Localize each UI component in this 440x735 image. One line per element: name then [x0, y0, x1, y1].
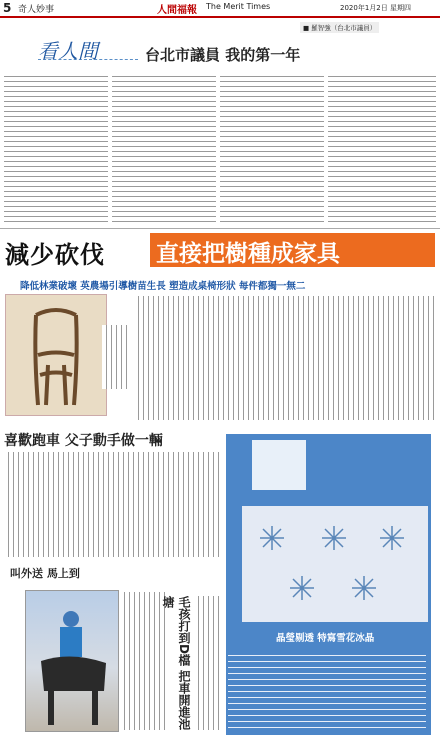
masthead: [0, 0, 440, 18]
issue-date: 2020年1月2日 星期四: [340, 4, 411, 12]
divider: [0, 228, 440, 229]
feature-headline: [0, 233, 440, 273]
story4-text: [194, 596, 222, 730]
newspaper-english-name: The Merit Times: [206, 2, 271, 11]
feature-headline-right: 直接把樹種成家具: [156, 241, 340, 267]
grown-chair-illustration: [6, 295, 106, 415]
story3-text: [120, 592, 168, 730]
column-banner-text: 看人間: [38, 39, 98, 63]
column-text-3: [220, 72, 324, 222]
story-headline: 喜歡跑車 父子動手做一輛: [4, 433, 163, 449]
snowflake-headline: 晶瑩剔透 特寫雪花冰晶: [276, 633, 375, 644]
feature-text: [134, 296, 434, 420]
feature-headline-left: 減少砍伐: [5, 241, 105, 269]
feature-headline-highlight: [150, 233, 435, 267]
chair-caption: [102, 325, 130, 389]
column-banner: [38, 35, 138, 63]
story3-headline: 叫外送 馬上到: [10, 567, 80, 580]
page-number: 5: [3, 1, 12, 15]
horse-rider-photo: [25, 590, 119, 732]
rider-illustration: [26, 591, 118, 731]
section-name: 奇人妙事: [18, 5, 55, 15]
column-text-1: [4, 72, 108, 222]
column-title: 台北市議員 我的第一年: [145, 46, 301, 64]
snowflake-photo-grid: [242, 506, 428, 622]
story4-headline: 毛孩打到D檔 把車開進池塘: [161, 596, 191, 731]
chair-photo: [5, 294, 107, 416]
column-text-4: [328, 72, 436, 222]
newspaper-logo: 人間福報: [157, 5, 197, 16]
snowflake-icons: [242, 506, 428, 622]
story2-text: [4, 452, 219, 557]
feature-subhead: 降低林業破壞 英農場引導樹苗生長 塑造成桌椅形狀 每件都獨一無二: [20, 281, 306, 292]
column-author: ■ 羅智強（台北市議員）: [300, 22, 379, 33]
column-text-2: [112, 72, 216, 222]
snowflake-intro-text: [252, 440, 306, 490]
snowflake-text: [228, 650, 426, 730]
